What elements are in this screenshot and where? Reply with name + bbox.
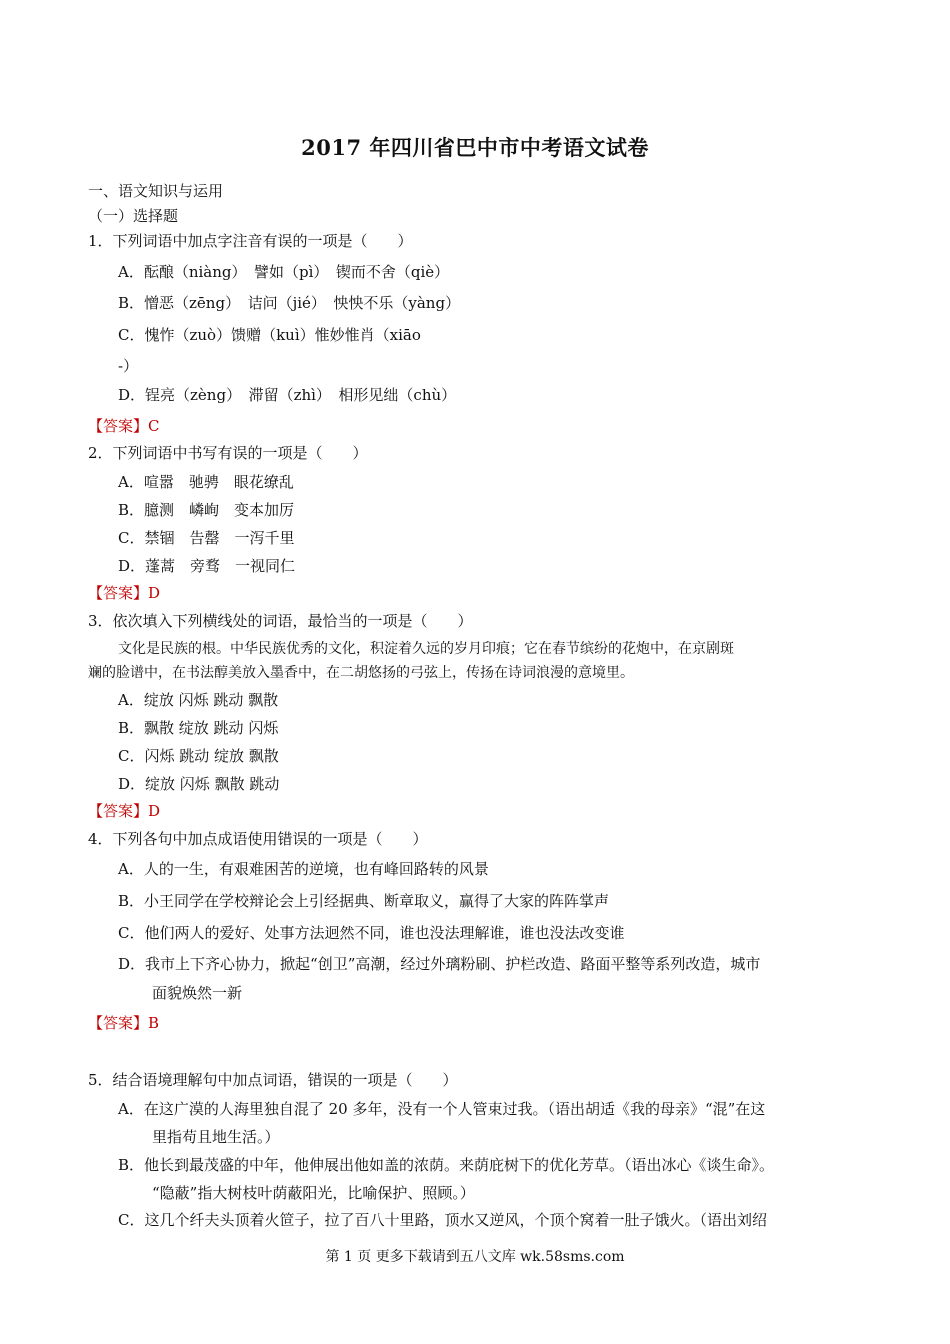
question-3-stem: 3．依次填入下列横线处的词语，最恰当的一项是（ ） [88, 612, 473, 630]
question-4-option-d-continued: 面貌焕然一新 [152, 984, 243, 1002]
question-3-passage-line-1: 文化是民族的根。中华民族优秀的文化，积淀着久远的岁月印痕；它在春节缤纷的花炮中，在京剧斑 [118, 641, 734, 657]
page-title: 2017 年四川省巴中市中考语文试卷 [301, 135, 649, 160]
question-5-option-c: C．这几个纤夫头顶着火笸子，拉了百八十里路，顶水又逆风，个顶个窝着一肚子饿火。（语出刘绍 [118, 1211, 767, 1229]
question-4-option-b: B．小王同学在学校辩论会上引经据典、断章取义，赢得了大家的阵阵掌声 [118, 892, 610, 910]
question-1-answer [88, 415, 160, 436]
question-5-option-a: A．在这广漠的人海里独自混了 20 多年，没有一个人管束过我。（语出胡适《我的母亲》“混”在这 [118, 1100, 766, 1118]
question-2-option-b: B．臆测 嶙峋 变本加厉 [118, 501, 295, 519]
answer-value: B [148, 1014, 160, 1032]
question-4-option-c: C．他们两人的爱好、处事方法迥然不同，谁也没法理解谁，谁也没法改变谁 [118, 924, 625, 942]
question-3-passage-line-2: 斓的脸谱中，在书法醇美放入墨香中，在二胡悠扬的弓弦上，传扬在诗词浪漫的意境里。 [88, 665, 634, 681]
answer-value: D [148, 584, 161, 602]
question-5-option-b: B．他长到最茂盛的中年，他伸展出他如盖的浓荫。来荫庇树下的优化芳草。（语出冰心《谈生命》。 [118, 1156, 775, 1174]
question-5-stem: 5．结合语境理解句中加点词语，错误的一项是（ ） [88, 1071, 458, 1089]
question-1-option-c: C．愧怍（zuò）馈赠（kuì）惟妙惟肖（xiāo [118, 326, 421, 344]
question-4-option-a: A．人的一生，有艰难困苦的逆境，也有峰回路转的风景 [118, 860, 489, 878]
question-5-option-b-continued: “隐蔽”指大树枝叶荫蔽阳光，比喻保护、照顾。） [152, 1184, 475, 1202]
question-1-option-b: B．憎恶（zēng） 诘问（jié） 怏怏不乐（yàng） [118, 294, 461, 312]
question-2-option-d: D．蓬蒿 旁骛 一视同仁 [118, 557, 296, 575]
question-2-stem: 2．下列词语中书写有误的一项是（ ） [88, 444, 368, 462]
question-3-option-a: A．绽放 闪烁 跳动 飘散 [118, 691, 279, 709]
question-4-stem: 4．下列各句中加点成语使用错误的一项是（ ） [88, 830, 428, 848]
question-3-answer [88, 800, 160, 821]
answer-label: 【答案】 [88, 802, 149, 820]
subsection-heading: （一）选择题 [88, 207, 179, 225]
question-4-answer [88, 1012, 159, 1033]
question-5-option-a-continued: 里指苟且地生活。） [152, 1128, 280, 1146]
answer-value: C [148, 417, 160, 435]
question-4-option-d: D．我市上下齐心协力，掀起“创卫”高潮，经过外璃粉刷、护栏改造、路面平整等系列改造，城市 [118, 955, 761, 973]
question-1-stem: 1．下列词语中加点字注音有误的一项是（ ） [88, 232, 413, 250]
answer-label: 【答案】 [88, 417, 149, 435]
answer-label: 【答案】 [88, 1014, 149, 1032]
question-3-option-c: C．闪烁 跳动 绽放 飘散 [118, 747, 279, 765]
section-heading: 一、语文知识与运用 [88, 182, 224, 200]
question-1-option-c-continued: -） [118, 357, 139, 375]
question-3-option-d: D．绽放 闪烁 飘散 跳动 [118, 775, 280, 793]
question-3-option-b: B．飘散 绽放 跳动 闪烁 [118, 719, 279, 737]
answer-label: 【答案】 [88, 584, 149, 602]
answer-value: D [148, 802, 161, 820]
page-footer: 第 1 页 更多下载请到五八文库 wk.58sms.com [325, 1249, 625, 1265]
question-1-option-d: D．锃亮（zèng） 滞留（zhì） 相形见绌（chù） [118, 386, 457, 404]
question-2-option-c: C．禁锢 告罄 一泻千里 [118, 529, 295, 547]
question-2-option-a: A．喧嚣 驰骋 眼花缭乱 [118, 473, 294, 491]
question-2-answer [88, 582, 160, 603]
question-1-option-a: A．酝酿（niàng） 譬如（pì） 锲而不舍（qiè） [118, 263, 450, 281]
